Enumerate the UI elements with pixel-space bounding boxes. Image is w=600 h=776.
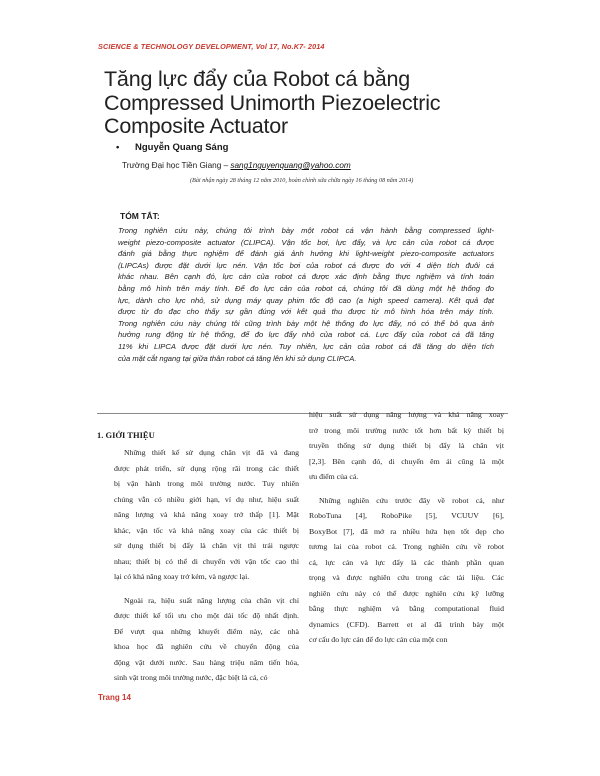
body-line: bị vận hành trong môi trường nước. Tuy nhiên — [114, 479, 299, 488]
body-line: Những thiết kế sử dụng chân vịt đã và đang — [124, 448, 299, 457]
body-line: hiệu suất sử dụng năng lượng và khả năng xoay — [309, 410, 504, 419]
body-line: được thiết kế tối ưu cho một dải tốc độ nhất định. — [114, 611, 299, 620]
abstract-line: hưởng rung động từ hệ thống, để đo lực đẩy nhỏ của robot cá. Lực đẩy của robot cá đã tăng — [118, 330, 494, 340]
author-line — [116, 142, 228, 153]
abstract-line: (LIPCAs) được đặt dưới lực nén. Vận tốc bơi của robot cá được đo với 4 diện tích đuôi cá — [118, 260, 494, 270]
bullet-icon: • — [116, 142, 120, 153]
body-line: khác, vận tốc và khả năng xoay của các thiết bị — [114, 525, 299, 535]
body-line: động vật dưới nước. Sau hàng triệu năm tiến hóa, — [114, 657, 299, 667]
abstract-line: 11% khi LIPCA được đặt dưới lực nén. Tuy nhiên, lực cản của robot cá đã tăng do diện tích — [118, 341, 494, 351]
body-line: sử dụng thiết bị đẩy là chân vịt thì trái ngược — [114, 541, 299, 550]
author-email[interactable]: sang1nguyenquang@yahoo.com — [230, 161, 351, 170]
body-line: Những nghiên cứu trước đây về robot cá, như — [319, 495, 504, 505]
body-line: ưu điểm của cá. — [309, 472, 359, 481]
body-line: trọng và được nghiên cứu trong các tài liệu. Các — [309, 573, 504, 582]
paragraph-gap — [114, 585, 299, 593]
abstract-line: weight piezo-composite actuator (CLIPCA). Vận tốc bơi, lực đẩy, và lực cản của robot cá được — [118, 237, 494, 247]
body-line: khoa học đã nghiên cứu về chuyển động của — [114, 642, 299, 651]
body-line: chúng vẫn có nhiều giới hạn, ví dụ như, hiệu suất — [114, 494, 299, 504]
abstract-line: đánh giá bằng thực nghiệm để đánh giá ảnh hưởng khi light-weight piezo-composite actuators — [118, 249, 494, 259]
title-line: Compressed Unimorth Piezoelectric — [104, 90, 441, 115]
body-line: năng lượng và khả năng xoay trở thấp [1]. Mặt — [114, 510, 299, 519]
body-line: trở trong môi trường nước tốt hơn bất kỳ thiết bị — [309, 425, 504, 435]
body-line: tương lai của robot cá. Trong nghiên cứu về robot — [309, 542, 504, 551]
abstract-line: Trong nghiên cứu này chúng tôi cũng trình bày một hệ thống đo lực đẩy, nó có thể bỏ qua ảnh — [118, 318, 494, 328]
section-heading: 1. GIỚI THIỆU — [97, 430, 155, 440]
paragraph-gap — [309, 485, 504, 493]
author-name: Nguyễn Quang Sáng — [135, 142, 229, 153]
body-line: Ngoài ra, hiệu suất năng lượng của chân vịt chỉ — [124, 595, 299, 605]
body-line: cá, lực cản và lực đẩy là các thành phần quan — [309, 557, 504, 567]
page-number: Trang 14 — [98, 693, 131, 702]
abstract-body — [118, 225, 494, 364]
abstract-line: bằng mô hình trên máy tính. Để đo lực cản của robot cá, chúng tôi đã dùng một hệ thống đo — [118, 283, 494, 293]
body-line: nghiên cứu này có thể được nghiên cứu kỹ lưỡng — [309, 588, 504, 598]
right-column — [309, 407, 504, 648]
abstract-heading: TÓM TẮT: — [120, 211, 160, 221]
body-line: nhau; thiết bị có thể di chuyển với vận tốc cao thì — [114, 556, 299, 566]
body-line: Để vượt qua những khuyết điểm này, các nhà — [114, 626, 299, 636]
institution: Trường Đại học Tiền Giang – — [122, 161, 231, 170]
body-line: BoxyBot [7], đã mở ra nhiều hứa hẹn tốt đẹp cho — [309, 526, 504, 536]
abstract-line: Trong nghiên cứu này, chúng tôi trình bày một robot cá vận hành bằng compressed light- — [118, 226, 494, 235]
body-line: lại có khả năng xoay trở kém, và ngược lại. — [114, 572, 250, 581]
body-line: dynamics (CFD). Barrett et al đã trình bày một — [309, 619, 504, 629]
body-line: truyền thống sử dụng thiết bị đẩy là chân vịt — [309, 441, 504, 450]
received-note: (Bài nhận ngày 28 tháng 12 năm 2010, hoàn chỉnh sửa chữa ngày 16 tháng 08 năm 2014) — [190, 177, 414, 184]
body-line: [2,3]. Bên cạnh đó, di chuyển êm ái cũng là một — [309, 456, 504, 466]
abstract-line: được từ đo đạc cho thấy sự gần đúng với kết quả thu được từ mô hình hóa trên máy tính. — [118, 307, 494, 317]
left-column — [114, 445, 299, 686]
body-line: RoboTuna [4], RoboPike [5], VCUUV [6], — [309, 511, 504, 520]
title-line: Composite Actuator — [104, 114, 289, 138]
abstract-line: lực, dành cho lực nhỏ, sử dụng máy quay phim tốc độ cao (a high speed camera). Kết quả đạt — [118, 295, 494, 305]
abstract-line: khác nhau. Bên cạnh đó, lực cản của robot cá được xác định bằng thực nghiệm và tính toán — [118, 272, 494, 282]
body-line: cơ cấu đo lực cản để đo lực cản của một con — [309, 635, 448, 644]
title-line: Tăng lực đẩy của Robot cá bằng — [104, 67, 411, 91]
abstract-line: của mặt cắt ngang tại giữa thân robot cá tăng lên khi sử dụng CLIPCA. — [118, 353, 357, 363]
body-line: sinh vật trong môi trường nước, đặc biệt là cá, có — [114, 673, 268, 682]
body-line: được phát triển, sử dụng rộng rãi trong các thiết — [114, 463, 299, 473]
body-line: bằng thực nghiệm và bằng computational fluid — [309, 604, 504, 613]
journal-header: SCIENCE & TECHNOLOGY DEVELOPMENT, Vol 17, No.K7- 2014 — [98, 42, 325, 51]
affiliation — [122, 161, 351, 170]
article-title — [104, 68, 544, 139]
